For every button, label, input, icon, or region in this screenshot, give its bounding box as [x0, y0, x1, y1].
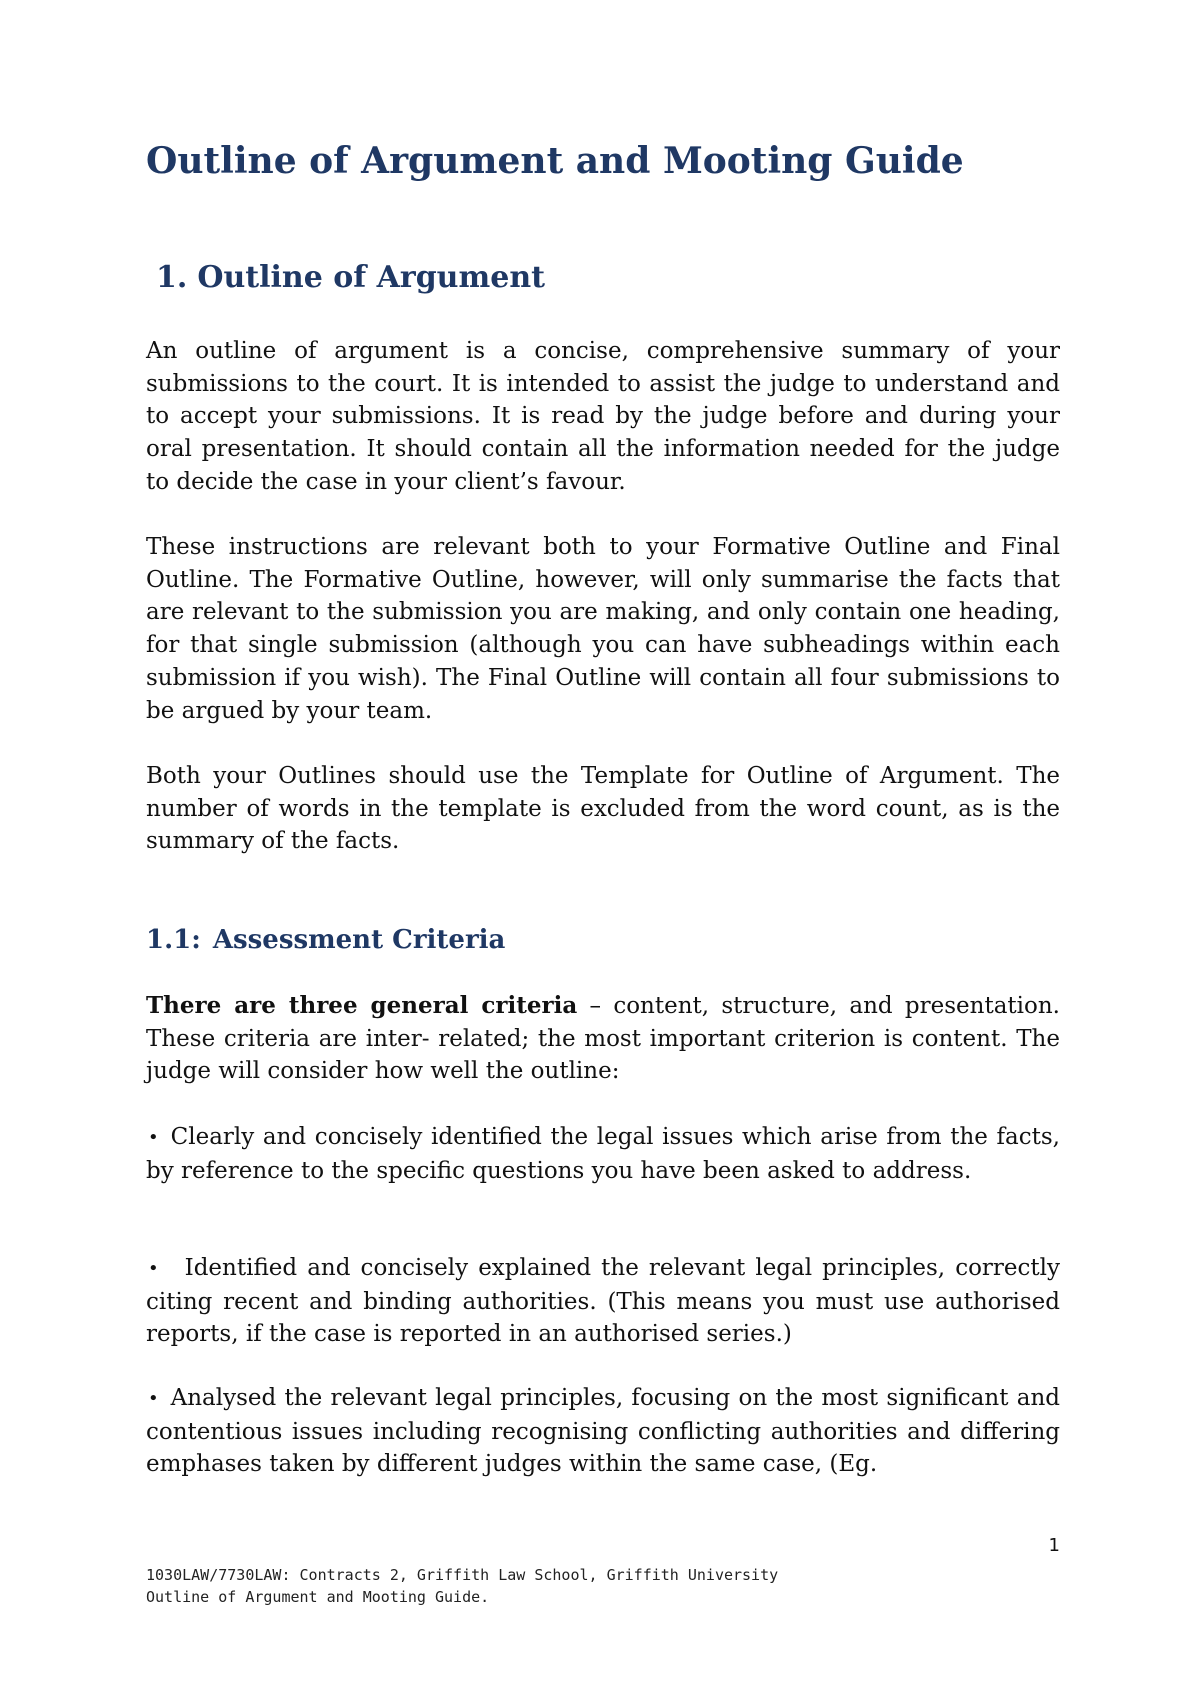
- paragraph-template: Both your Outlines should use the Template for Outline of Argument. The number of words in the template is excluded from the word count, as is the summary of the facts.: [146, 763, 1060, 855]
- section-1-1-heading: [146, 925, 505, 955]
- criteria-intro-bold: There are three general criteria: [146, 992, 578, 1019]
- bullet-icon: •: [148, 1127, 159, 1148]
- section-1-number: 1.: [156, 260, 188, 295]
- section-1-1-title: Assessment Criteria: [212, 925, 506, 955]
- list-item: [146, 1252, 1060, 1351]
- page-number: 1: [1048, 1535, 1060, 1556]
- criteria-intro-rest: – content, structure, and presentation. These criteria are inter- related; the most important criterion is content. The judge will consider how well the outline:: [146, 993, 1060, 1085]
- document-title: Outline of Argument and Mooting Guide: [146, 140, 964, 182]
- footer-title-line: Outline of Argument and Mooting Guide.: [146, 1588, 490, 1606]
- section-1-heading: [156, 260, 545, 295]
- paragraph-formative-final: These instructions are relevant both to your Formative Outline and Final Outline. The Formative Outline, however, will only summarise the facts that are relevant to the submission you are making, and only contain one heading, for that single submission (although you can have subheadings within each submission if you wish). The Final Outline will contain all four submissions to be argued by your team.: [146, 534, 1060, 724]
- list-item: [146, 1382, 1060, 1481]
- bullet-text: Analysed the relevant legal principles, focusing on the most significant and contentious issues including recognising conflicting authorities and differing emphases taken by different judges within the same case, (Eg.: [146, 1385, 1060, 1478]
- list-item: [146, 1121, 1060, 1187]
- page-footer: [146, 1564, 778, 1608]
- bullet-text: Identified and concisely explained the relevant legal principles, correctly citing recent and binding authorities. (This means you must use authorised reports, if the case is reported in an authorised series.): [146, 1255, 1060, 1348]
- bullet-icon: •: [148, 1258, 159, 1279]
- paragraph-criteria-intro: [146, 990, 1060, 1088]
- bullet-text: Clearly and concisely identified the legal issues which arise from the facts, by reference to the specific questions you have been asked to address.: [146, 1124, 1060, 1184]
- footer-course-line: 1030LAW/7730LAW: Contracts 2, Griffith Law School, Griffith University: [146, 1566, 779, 1584]
- paragraph-outline-definition: An outline of argument is a concise, comprehensive summary of your submissions to the court. It is intended to assist the judge to understand and to accept your submissions. It is read by the judge before and during your oral presentation. It should contain all the information needed for the judge to decide the case in your client’s favour.: [146, 338, 1060, 495]
- bullet-icon: •: [148, 1388, 159, 1409]
- section-1-1-number: 1.1:: [146, 925, 201, 955]
- section-1-title: Outline of Argument: [197, 260, 545, 295]
